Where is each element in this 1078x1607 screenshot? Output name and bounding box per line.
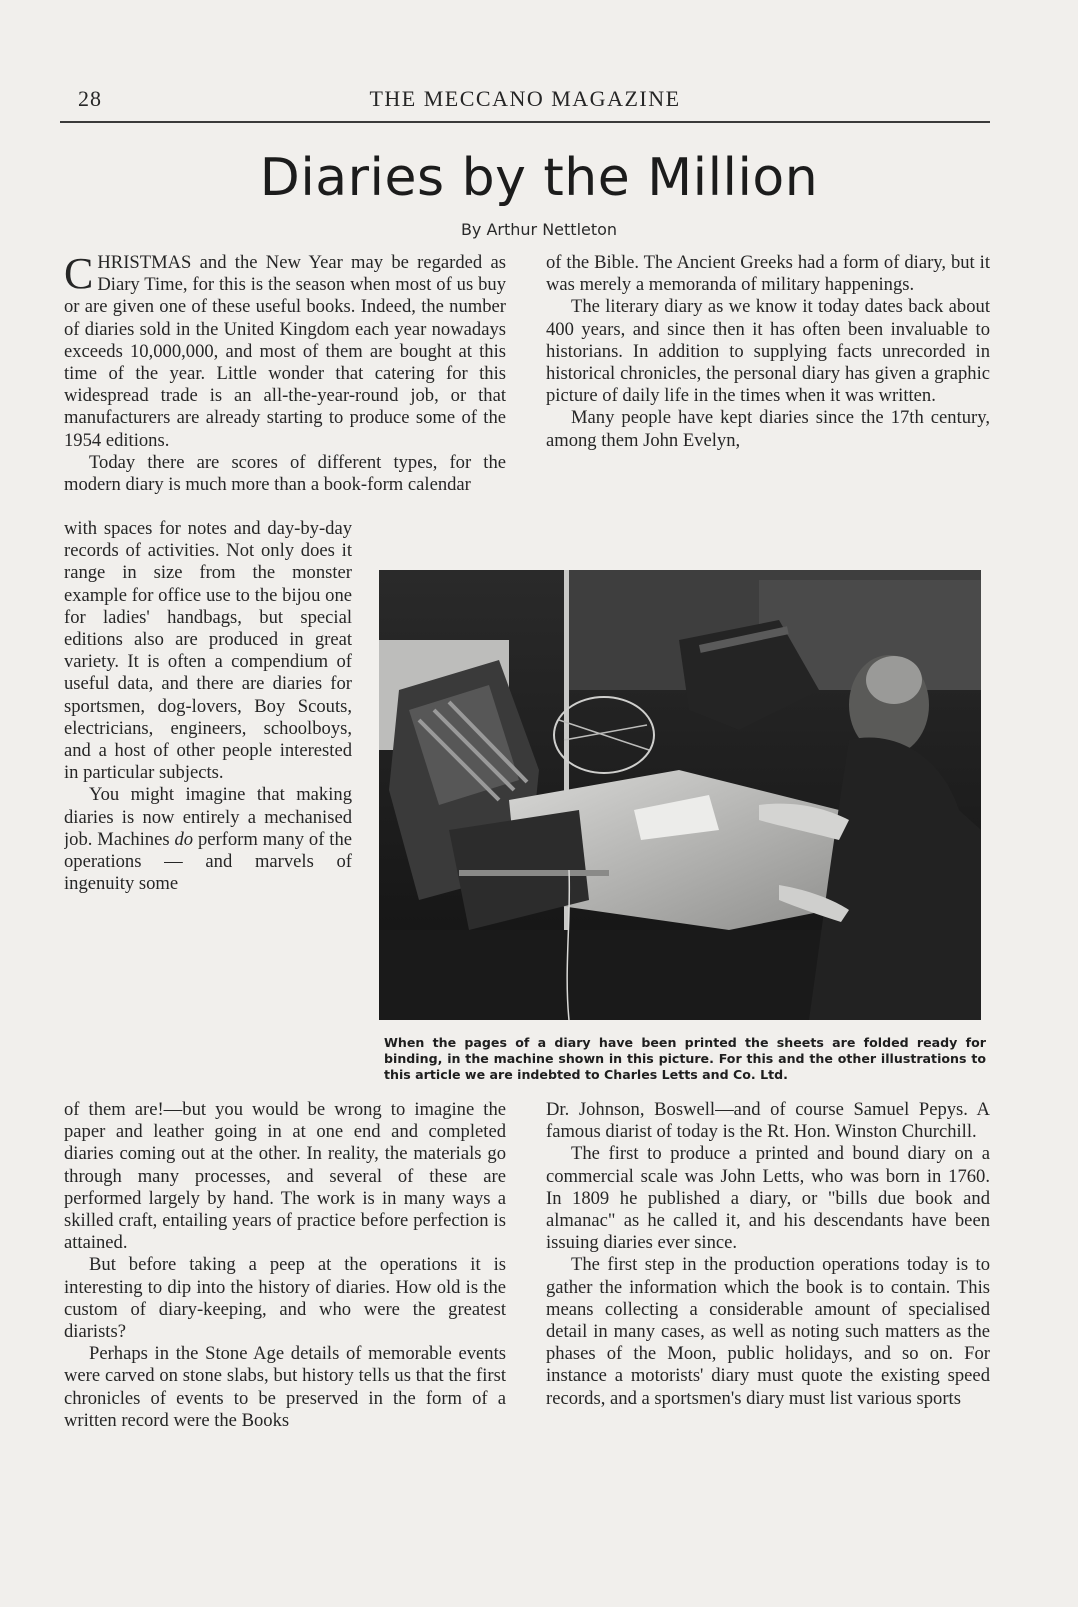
paragraph-2: Today there are scores of different types, for the modern diary is much more than a book-form calendar xyxy=(64,451,506,496)
paragraph-2-cont-text: with spaces for notes and day-by-day records of activities. Not only does it range in size from the monster example for office use to the bijou one for ladies' handbags, but special editions also are produced in great variety. It is often a compendium of useful data, and there are diaries for sportsmen, dog-lovers, Boy Scouts, electricians, engineers, schoolboys, and a host of other people interested in particular subjects. xyxy=(64,518,352,784)
folding-machine-photo xyxy=(379,570,981,1020)
paragraph-r3-start: Many people have kept diaries since the 17th century, among them John Evelyn, xyxy=(546,407,990,451)
article-title: Diaries by the Million xyxy=(259,148,819,208)
column-left-bottom xyxy=(64,1099,506,1525)
column-right-top xyxy=(546,252,990,562)
paragraph-r4: The first to produce a printed and bound diary on a commercial scale was John Letts, who was born in 1760. In 1809 he published a diary, or "bills due book and almanac" as he called it, and his descendants have been issuing diaries ever since. xyxy=(546,1143,990,1254)
paragraph-1-text: HRISTMAS and the New Year may be regarded as Diary Time, for this is the season when most of us buy or are given one of these useful books. Indeed, the number of diaries sold in the United Kingdom each year nowadays exceeds 10,000,000, and most of them are bought at this time of the year. Little wonder that catering for this widespread trade is an all-the-year-round job, or that manufacturers are already starting to produce some of the 1954 editions. xyxy=(64,252,506,451)
photo-illustration xyxy=(379,570,981,1020)
paragraph-5: Perhaps in the Stone Age details of memorable events were carved on stone slabs, but history tells us that the first chronicles of events to be preserved in the form of a written record were the Books xyxy=(64,1343,506,1431)
paragraph-r3-cont: Dr. Johnson, Boswell—and of course Samuel Pepys. A famous diarist of today is the Rt. Hon. Winston Churchill. xyxy=(546,1099,990,1143)
running-head xyxy=(60,86,990,116)
paragraph-1 xyxy=(64,252,506,452)
drop-cap: C xyxy=(64,252,94,298)
paragraph-3-text-a: You might imagine that making diaries is now entirely a mechanised job. Machines xyxy=(64,784,352,850)
magazine-title: THE MECCANO MAGAZINE xyxy=(369,86,681,111)
paragraph-r5: The first step in the production operations today is to gather the information which the book is to contain. This means collecting a considerable amount of specialised detail in many cases, as well as noting such matters as the phases of the Moon, public holidays, and so on. For instance a motorists' diary must quote the existing speed records, and a sportsmen's diary must list various sports xyxy=(546,1254,990,1409)
paragraph-3-emphasis: do xyxy=(174,828,194,850)
paragraph-4: But before taking a peep at the operations it is interesting to dip into the history of diaries. How old is the custom of diary-keeping, and who were the greatest diarists? xyxy=(64,1254,506,1343)
header-rule xyxy=(60,121,990,123)
column-right-bottom xyxy=(546,1099,990,1525)
paragraph-3 xyxy=(64,784,352,895)
column-left-narrow xyxy=(64,518,352,1096)
column-left-top xyxy=(64,252,506,517)
paragraph-2-cont xyxy=(64,518,352,784)
paragraph-r2: The literary diary as we know it today dates back about 400 years, and since then it has often been invaluable to historians. In addition to supplying facts unrecorded in historical chronicles, the personal diary has given a graphic picture of daily life in the times when it was written. xyxy=(546,296,990,407)
paragraph-r1: of the Bible. The Ancient Greeks had a form of diary, but it was merely a memoranda of military happenings. xyxy=(546,252,990,296)
paragraph-3-text-b: perform many of the operations — and marvels of ingenuity some xyxy=(64,828,352,895)
photo-caption: When the pages of a diary have been printed the sheets are folded ready for binding, in the machine shown in this picture. For this and the other illustrations to this article we are indebted to Charles Letts and Co. Ltd. xyxy=(384,1035,986,1082)
paragraph-3-cont: of them are!—but you would be wrong to imagine the paper and leather going in at one end and completed diaries coming out at the other. In reality, the materials go through many processes, and several of these are performed largely by hand. The work is in many ways a skilled craft, entailing years of practice before perfection is attained. xyxy=(64,1099,506,1254)
byline: By Arthur Nettleton xyxy=(460,220,618,239)
page-number: 28 xyxy=(78,86,102,111)
